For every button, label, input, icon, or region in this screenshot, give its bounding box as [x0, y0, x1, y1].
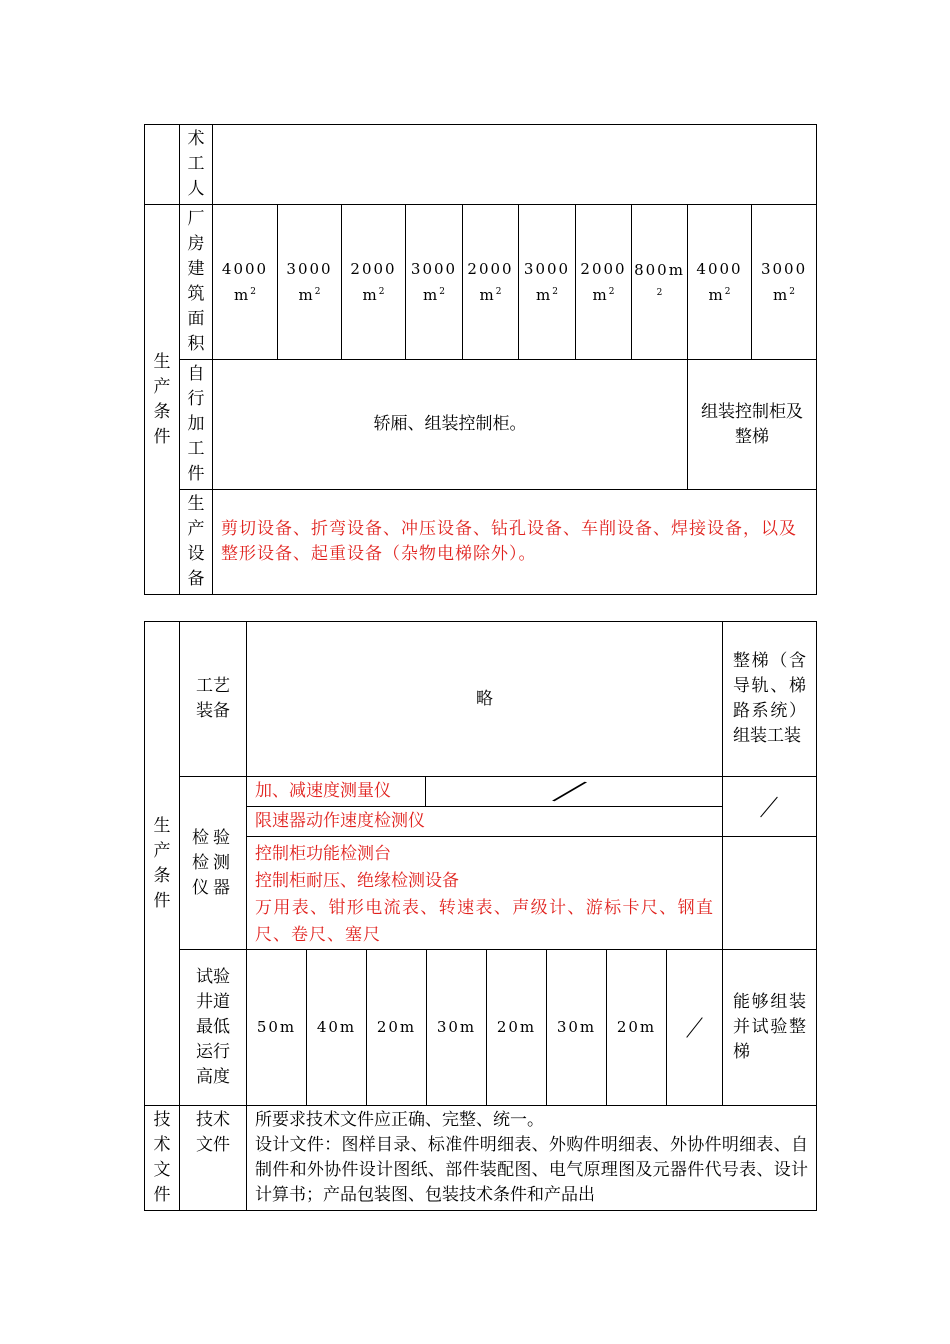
section-cell-empty: [145, 125, 180, 205]
area-cell: 2000 $m^2$: [463, 205, 519, 360]
row-label-equipment: 生 产 设 备: [180, 490, 213, 595]
table-production-conditions-2: [144, 621, 817, 1211]
row-label-tech-workers: 术 工 人: [180, 125, 213, 205]
area-cell: 3000 $m^2$: [406, 205, 463, 360]
tech-docs-content: [247, 1106, 817, 1211]
area-cell: 4000 $m^2$: [213, 205, 278, 360]
shaft-height-cell: 50m: [247, 950, 307, 1106]
inspection-item-cabinet-func: 控制柜功能检测台: [255, 844, 391, 864]
tooling-right: 整梯（含导轨、梯路系统）组装工装: [723, 622, 817, 777]
slash-mark: [723, 777, 816, 837]
slash-mark: [667, 950, 723, 1106]
inspection-item-governor: 限速器动作速度检测仪: [247, 807, 722, 837]
test-shaft-right: 能够组装并试验整梯: [723, 950, 817, 1106]
inspection-item-tools: 万用表、钳形电流表、转速表、声级计、游标卡尺、钢直尺、卷尺、塞尺: [255, 898, 714, 945]
row-label-tooling: 工艺装备: [180, 622, 247, 777]
inspection-item-cabinet-insulation: 控制柜耐压、绝缘检测设备: [255, 871, 459, 891]
area-cell: 3000 $m^2$: [519, 205, 576, 360]
shaft-height-cell: 30m: [427, 950, 487, 1106]
row-label-tech-docs: 技术文件: [180, 1106, 247, 1211]
shaft-height-cell: 20m: [607, 950, 667, 1106]
section-label-production: 生 产 条 件: [145, 622, 180, 1106]
inspection-right: [723, 777, 817, 950]
row-label-factory-area: 厂 房 建 筑 面 积: [180, 205, 213, 360]
row-label-inspection: 检验检测仪器: [180, 777, 247, 950]
area-cell: 3000 $m^2$: [278, 205, 342, 360]
section-label-production: 生 产 条 件: [145, 205, 180, 595]
area-cell: 3000 $m^2$: [752, 205, 817, 360]
tech-workers-content: [213, 125, 817, 205]
section-label-tech-docs: 技 术 文 件: [145, 1106, 180, 1211]
tech-docs-line1: 所要求技术文件应正确、完整、统一。: [255, 1110, 544, 1130]
tech-docs-line2: 设计文件：图样目录、标准件明细表、外购件明细表、外协件明细表、自制件和外协件设计图纸、部件装配图、电气原理图及元器件代号表、设计计算书；产品包装图、包装技术条件和产品出: [255, 1135, 808, 1205]
shaft-height-cell: 40m: [307, 950, 367, 1106]
self-processed-main: 轿厢、组装控制柜。: [213, 360, 688, 490]
area-cell: 2000 $m^2$: [576, 205, 632, 360]
inspection-cell: [247, 777, 723, 950]
shaft-height-cell: 20m: [487, 950, 547, 1106]
area-cell: 2000 $m^2$: [342, 205, 406, 360]
self-processed-right: 组装控制柜及整梯: [688, 360, 817, 490]
row-label-self-processed: 自 行 加 工 件: [180, 360, 213, 490]
tooling-main: 略: [247, 622, 723, 777]
area-cell: 800m 2: [632, 205, 688, 360]
slash-mark: [426, 777, 722, 806]
area-cell: 4000 $m^2$: [688, 205, 752, 360]
table-production-conditions-1: [144, 124, 817, 595]
row-label-test-shaft: 试验井道最低运行高度: [180, 950, 247, 1106]
inspection-item-accel: 加、减速度测量仪: [247, 777, 426, 806]
shaft-height-cell: 30m: [547, 950, 607, 1106]
shaft-height-cell: 20m: [367, 950, 427, 1106]
equipment-text: 剪切设备、折弯设备、冲压设备、钻孔设备、车削设备、焊接设备，以及整形设备、起重设备（杂物电梯除外）。: [213, 490, 817, 595]
